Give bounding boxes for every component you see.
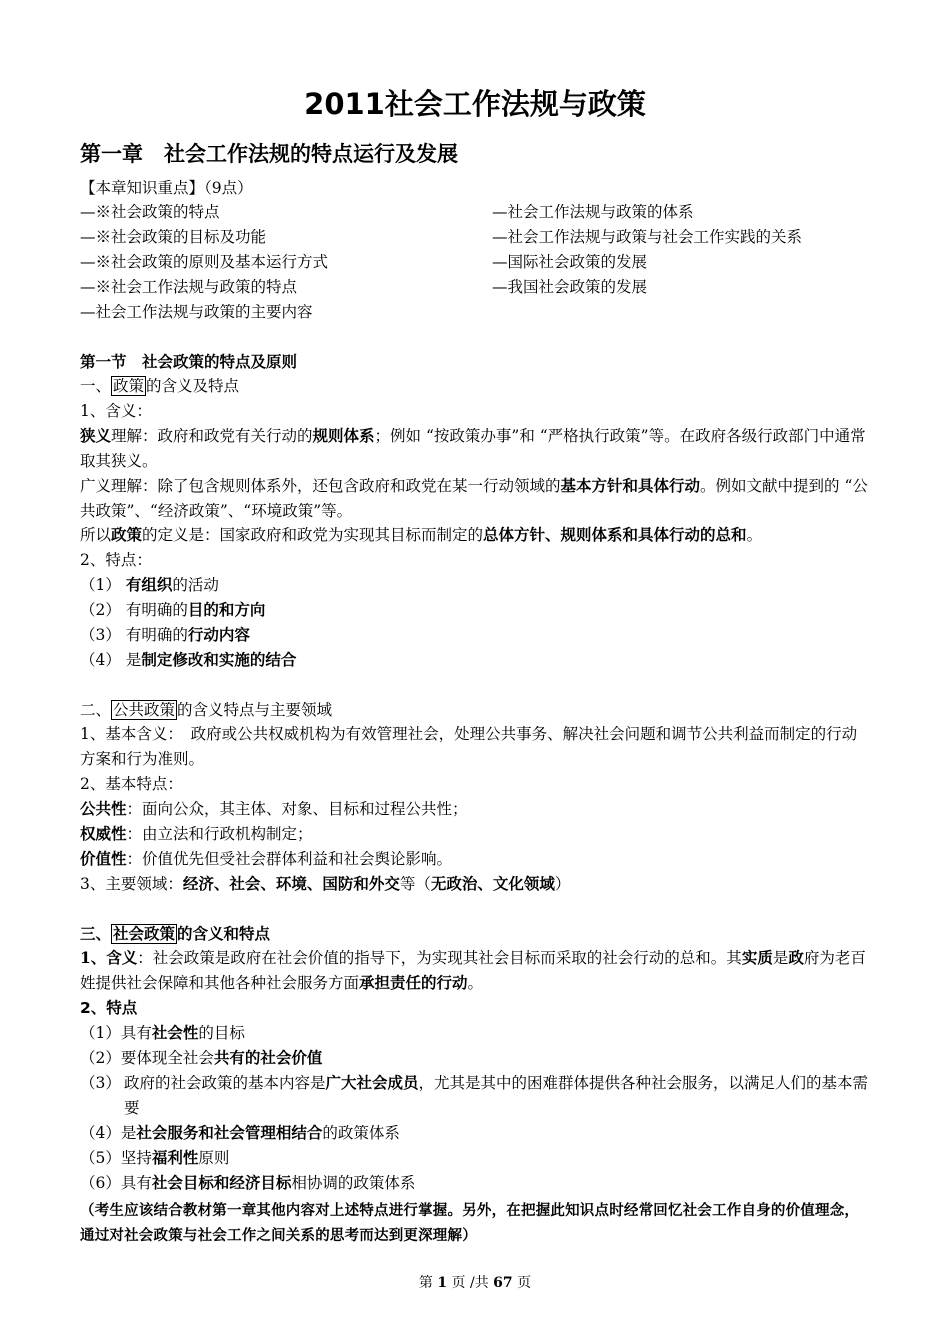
key-point-item: —※社会政策的原则及基本运行方式	[80, 253, 329, 271]
feature-item: （5）坚持福利性原则	[80, 1148, 230, 1167]
boxed-term: 政策	[113, 377, 145, 395]
boxed-term: 公共政策	[113, 701, 176, 719]
key-point-item: —社会工作法规与政策与社会工作实践的关系	[492, 228, 803, 246]
subsection-heading: 二、 公共政策 的含义特点与主要领域	[80, 701, 333, 719]
broad-definition: 广义理解：除了包含规则体系外，还包含政府和政党在某一行动领域的基本方针和具体行动。例如文献中提到的 “公共政策”、“经济政策”、“环境政策”等。	[80, 476, 868, 520]
feature-item: （2） 有明确的目的和方向	[80, 600, 266, 619]
feature-item-num: （3）	[80, 1074, 121, 1092]
key-point-item: —※社会工作法规与政策的特点	[80, 278, 298, 296]
key-point-item: —※社会政策的目标及功能	[80, 228, 267, 246]
boxed-term: 社会政策	[113, 925, 176, 943]
feature-item: （6）具有社会目标和经济目标相协调的政策体系	[80, 1173, 416, 1192]
subsection-heading: 一、 政策 的含义及特点	[80, 377, 240, 395]
chapter-title: 第一章 社会工作法规的特点运行及发展	[80, 142, 458, 166]
key-points-header: 【本章知识重点】（9点）	[80, 179, 253, 197]
key-point-item: —社会工作法规与政策的体系	[492, 203, 694, 221]
subsection-heading: 三、 社会政策 的含义和特点	[80, 925, 271, 943]
narrow-definition: 狭义理解：政府和政党有关行动的规则体系；例如 “按政策办事”和 “严格执行政策”等。在政府各级行政部门中通常取其狭义。	[80, 426, 866, 470]
feature-item: （4） 是制定修改和实施的结合	[80, 650, 297, 669]
page-footer: 第 1 页 /共 67 页	[418, 1275, 532, 1291]
section-heading: 第一节 社会政策的特点及原则	[80, 353, 298, 371]
policy-definition: 所以政策的定义是：国家政府和政党为实现其目标而制定的总体方针、规则体系和具体行动的总和。	[80, 525, 763, 544]
feature-item: （4）是社会服务和社会管理相结合的政策体系	[80, 1123, 400, 1142]
feature-item: （1）具有社会性的目标	[80, 1023, 245, 1042]
feature-item: 权威性：由立法和行政机构制定；	[80, 824, 313, 843]
features-label: 2、基本特点：	[80, 775, 183, 793]
key-point-item: —我国社会政策的发展	[492, 278, 648, 296]
key-point-item: —※社会政策的特点	[80, 203, 220, 221]
document-title: 2011社会工作法规与政策	[304, 87, 646, 121]
feature-item: 公共性：面向公众，其主体、对象、目标和过程公共性；	[80, 799, 468, 818]
main-domains: 3、主要领域：经济、社会、环境、国防和外交等（无政治、文化领域）	[80, 874, 571, 893]
feature-item: （1） 有组织的活动	[80, 575, 219, 594]
public-policy-meaning: 1、基本含义： 政府或公共权威机构为有效管理社会，处理公共事务、解决社会问题和调节公共利益而制定的行动方案和行为准则。	[80, 725, 858, 768]
feature-item: （2）要体现全社会共有的社会价值	[80, 1048, 323, 1067]
social-policy-meaning: 1、含义：社会政策是政府在社会价值的指导下，为实现其社会目标而采取的社会行动的总和。其实质是政府为老百姓提供社会保障和其他各种社会服务方面承担责任的行动。	[80, 948, 866, 992]
feature-item: （3） 有明确的行动内容	[80, 625, 250, 644]
meaning-label: 1、含义：	[80, 402, 152, 420]
key-point-item: —社会工作法规与政策的主要内容	[80, 303, 313, 321]
features-label: 2、特点	[80, 999, 138, 1017]
features-label: 2、特点：	[80, 551, 152, 569]
feature-item: 政府的社会政策的基本内容是广大社会成员，尤其是其中的困难群体提供各种社会服务，以满足人们的基本需要	[124, 1073, 869, 1117]
study-note: （考生应该结合教材第一章其他内容对上述特点进行掌握。另外，在把握此知识点时经常回忆社会工作自身的价值理念，通过对社会政策与社会工作之间关系的思考而达到更深理解）	[80, 1202, 860, 1244]
feature-item: 价值性：价值优先但受社会群体利益和社会舆论影响。	[80, 849, 453, 868]
key-point-item: —国际社会政策的发展	[492, 253, 648, 271]
